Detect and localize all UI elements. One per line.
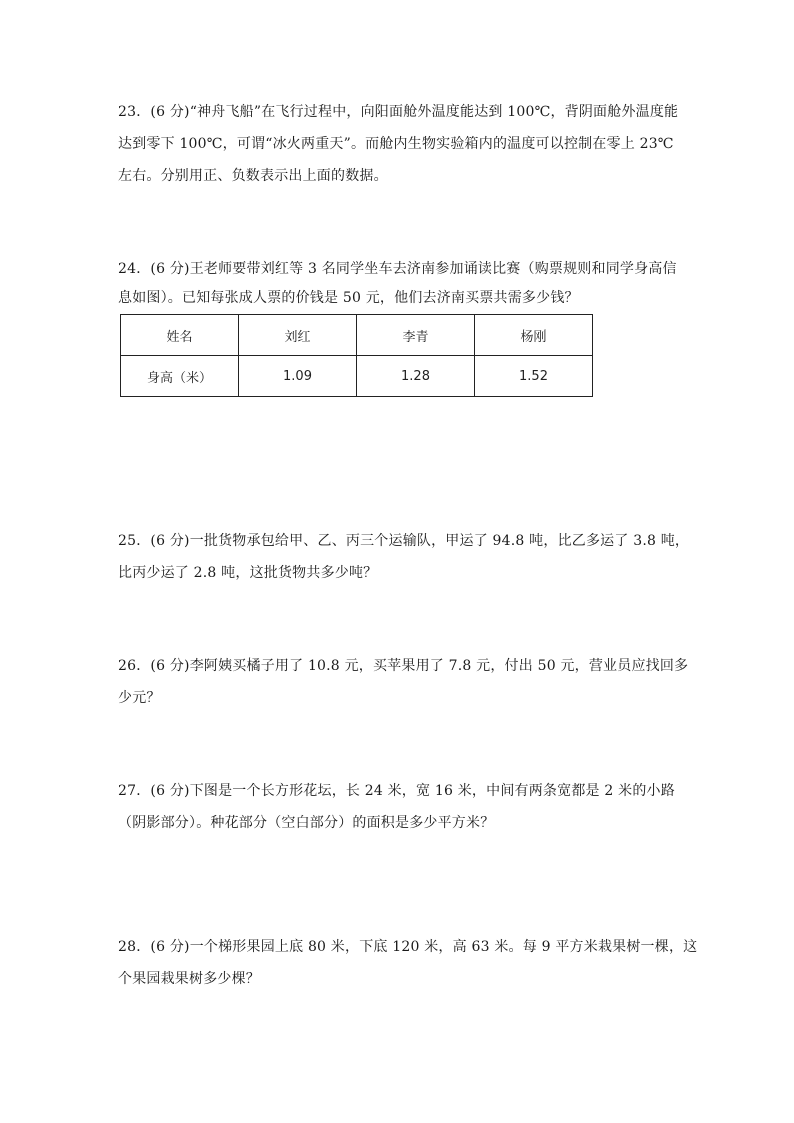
table-cell: 姓名: [121, 315, 239, 356]
question-23-line-2: 达到零下 100℃，可谓“冰火两重天”。而舱内生物实验箱内的温度可以控制在零上 23℃: [118, 136, 674, 152]
table-cell: 李青: [357, 315, 475, 356]
question-23-line-1: 23．(6 分)“神舟飞船”在飞行过程中，向阳面舱外温度能达到 100℃，背阴面舱外温度能: [118, 104, 679, 120]
question-27-line-2: （阴影部分）。种花部分（空白部分）的面积是多少平方米？: [118, 815, 495, 831]
question-26-line-1: 26．(6 分)李阿姨买橘子用了 10.8 元，买苹果用了 7.8 元，付出 50 元，营业员应找回多: [118, 658, 689, 674]
table-cell: 1.28: [357, 356, 475, 397]
question-28-line-1: 28．(6 分)一个梯形果园上底 80 米，下底 120 米，高 63 米。每 9 平方米栽果树一棵，这: [118, 939, 698, 955]
table-row: [121, 356, 593, 397]
table-cell: 刘红: [239, 315, 357, 356]
table-header-row: [121, 315, 593, 356]
question-24-line-1: 24．(6 分)王老师要带刘红等 3 名同学坐车去济南参加诵读比赛（购票规则和同学身高信: [118, 261, 677, 277]
question-26-line-2: 少元？: [118, 690, 161, 706]
table-cell: 1.52: [475, 356, 593, 397]
question-25-line-2: 比丙少运了 2.8 吨，这批货物共多少吨？: [118, 565, 378, 581]
height-table: [120, 314, 593, 397]
question-23-line-3: 左右。分别用正、负数表示出上面的数据。: [118, 168, 388, 184]
question-27-line-1: 27．(6 分)下图是一个长方形花坛，长 24 米，宽 16 米，中间有两条宽都是 2 米的小路: [118, 783, 675, 799]
question-25-line-1: 25．(6 分)一批货物承包给甲、乙、丙三个运输队，甲运了 94.8 吨，比乙多运了 3.8 吨，: [118, 533, 690, 549]
table-cell: 杨刚: [475, 315, 593, 356]
table-cell: 身高（米）: [121, 356, 239, 397]
question-24-line-2: 息如图）。已知每张成人票的价钱是 50 元，他们去济南买票共需多少钱？: [118, 290, 579, 306]
table-cell: 1.09: [239, 356, 357, 397]
question-28-line-2: 个果园栽果树多少棵？: [118, 971, 260, 987]
